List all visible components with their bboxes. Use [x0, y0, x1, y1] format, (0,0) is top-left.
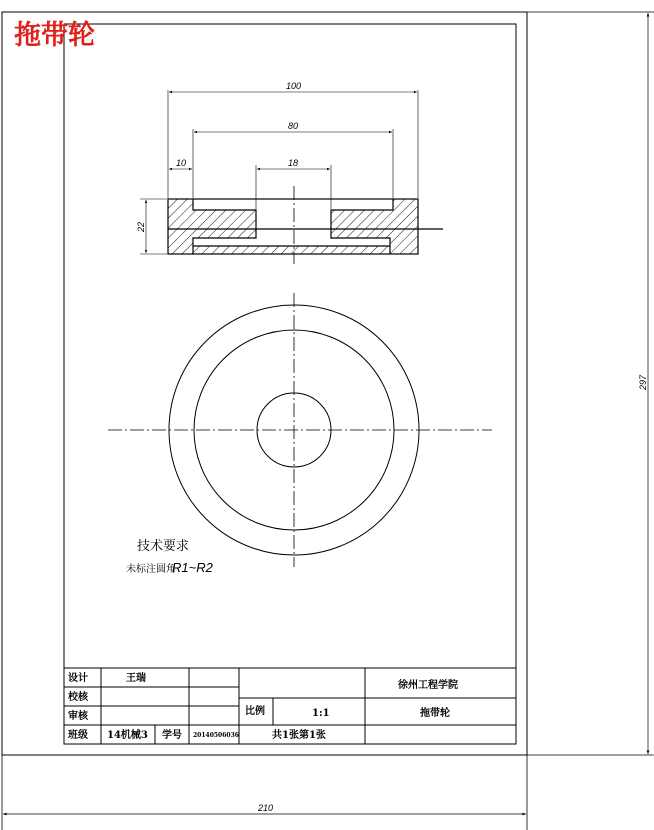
sheet-width-label: 210 — [258, 803, 274, 813]
part-name: 拖带轮 — [420, 708, 450, 719]
sheet-height-label: 297 — [638, 374, 648, 390]
technical-notes — [126, 538, 214, 575]
notes-heading: 技术要求 — [137, 539, 190, 554]
dimension-18 — [256, 158, 331, 209]
sheet-info: 共1张第1张 — [272, 730, 326, 741]
dimension-10 — [169, 158, 192, 169]
section-view — [168, 186, 443, 264]
review-label: 审核 — [68, 711, 88, 722]
drawing-title: 拖带轮 — [14, 20, 95, 51]
class-value: 14机械3 — [107, 730, 148, 741]
dimension-22 — [136, 199, 167, 254]
dimension-10-label: 10 — [176, 158, 187, 168]
notes-line-prefix: 未标注圆角 — [126, 564, 176, 575]
student-id-value: 20140506036 — [193, 732, 239, 739]
dimension-18-label: 18 — [288, 158, 299, 168]
dimension-100-label: 100 — [286, 81, 302, 91]
student-id-label: 学号 — [162, 730, 182, 741]
end-view — [108, 293, 492, 567]
notes-line-value: R1~R2 — [172, 560, 213, 575]
class-label: 班级 — [68, 730, 88, 741]
dimension-80-label: 80 — [288, 121, 299, 131]
design-label: 设计 — [68, 673, 88, 684]
scale-value: 1:1 — [312, 708, 330, 719]
sheet-width-dimension — [3, 803, 526, 814]
institution-name: 徐州工程学院 — [398, 680, 458, 691]
dimension-22-label: 22 — [136, 221, 146, 232]
proofread-label: 校核 — [68, 692, 88, 703]
sheet-height-dimension — [638, 13, 648, 754]
designer-name: 王瑞 — [126, 673, 146, 684]
scale-label: 比例 — [245, 706, 265, 717]
dimension-100 — [168, 81, 418, 198]
title-block — [64, 668, 516, 744]
